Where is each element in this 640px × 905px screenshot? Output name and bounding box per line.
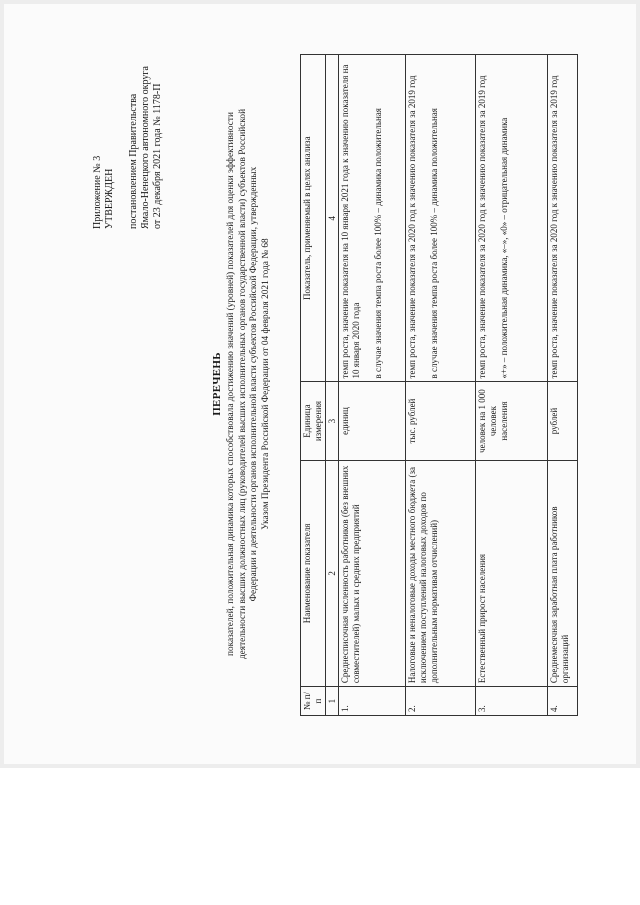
column-numbers-row (325, 55, 339, 716)
analysis-note: в случае значения темпа роста более 100% – динамика положительная (429, 108, 440, 379)
table-row (476, 55, 548, 716)
subtitle-line: Федерации и деятельности органов исполнительной власти субъектов Российской Федерации, утвержденных (249, 166, 259, 602)
indicator-unit: человек на 1 000 человек населения (476, 382, 548, 460)
row-number: 4. (548, 687, 578, 716)
header-unit: Единица измерения (301, 382, 326, 460)
header-analysis: Показатель, применяемый в целях анализа (301, 55, 326, 382)
indicators-table (300, 54, 578, 716)
approval-line-3: от 23 декабря 2021 года № 1178-П (152, 83, 163, 229)
indicator-name: Среднесписочная численность работников (без внешних совместителей) малых и средних предприятий (339, 460, 406, 687)
row-number: 3. (476, 687, 548, 716)
analysis-text: темп роста, значение показателя за 2020 год к значению показателя за 2019 год (477, 75, 488, 379)
column-number: 3 (325, 382, 339, 460)
analysis-text: темп роста, значение показателя за 2020 год к значению показателя за 2019 год (549, 75, 560, 379)
row-number: 2. (406, 687, 476, 716)
appendix-header (92, 14, 164, 229)
header-name: Наименование показателя (301, 460, 326, 687)
subtitle-line: показателей, положительная динамика которых способствовала достижению значений (уровней) показателей для оценки эффективности (226, 112, 236, 656)
column-number: 2 (325, 460, 339, 687)
document-page (4, 4, 636, 764)
document-title: ПЕРЕЧЕНЬ (211, 352, 223, 416)
indicator-name: Налоговые и неналоговые доходы местного бюджета (за исключением поступлений налоговых доходов по дополнительным нормативам отчислений) (406, 460, 476, 687)
analysis-note: «+» – положительная динамика, «–», «0» – отрицательная динамика (499, 117, 510, 379)
row-number: 1. (339, 687, 406, 716)
column-number: 1 (325, 687, 339, 716)
table-row (339, 55, 406, 716)
approved-label: УТВЕРЖДЕН (104, 168, 115, 229)
appendix-number: Приложение № 3 (92, 155, 103, 229)
subtitle-line: Указом Президента Российской Федерации от 04 февраля 2021 года № 68 (260, 238, 271, 530)
table-header-row (301, 55, 326, 716)
rotated-page-content (4, 4, 636, 764)
analysis-note: в случае значения темпа роста более 100% – динамика положительная (372, 108, 383, 379)
table-row (548, 55, 578, 716)
analysis-text: темп роста, значение показателя на 10 января 2021 года к значению показателя на 10 января 2020 года (340, 64, 362, 379)
indicator-name: Среднемесячная заработная плата работников организаций (548, 460, 578, 687)
subtitle-line: деятельности высших должностных лиц (руководителей высших исполнительных органов государственной власти) субъектов Российской (237, 108, 248, 660)
approval-line-2: Ямало-Ненецкого автономного округа (140, 66, 151, 229)
analysis-text: темп роста, значение показателя за 2020 год к значению показателя за 2019 год (407, 75, 418, 379)
indicator-analysis (339, 55, 406, 382)
column-number: 4 (325, 55, 339, 382)
indicator-name: Естественный прирост населения (476, 460, 548, 687)
indicator-analysis (406, 55, 476, 382)
indicator-analysis (476, 55, 548, 382)
indicator-unit: тыс. рублей (406, 382, 476, 460)
header-number: № п/п (301, 687, 326, 716)
indicator-unit: единиц (339, 382, 406, 460)
approval-line-1: постановлением Правительства (128, 93, 139, 229)
document-subtitle (226, 34, 272, 734)
table-row (406, 55, 476, 716)
indicator-analysis (548, 55, 578, 382)
indicator-unit: рублей (548, 382, 578, 460)
